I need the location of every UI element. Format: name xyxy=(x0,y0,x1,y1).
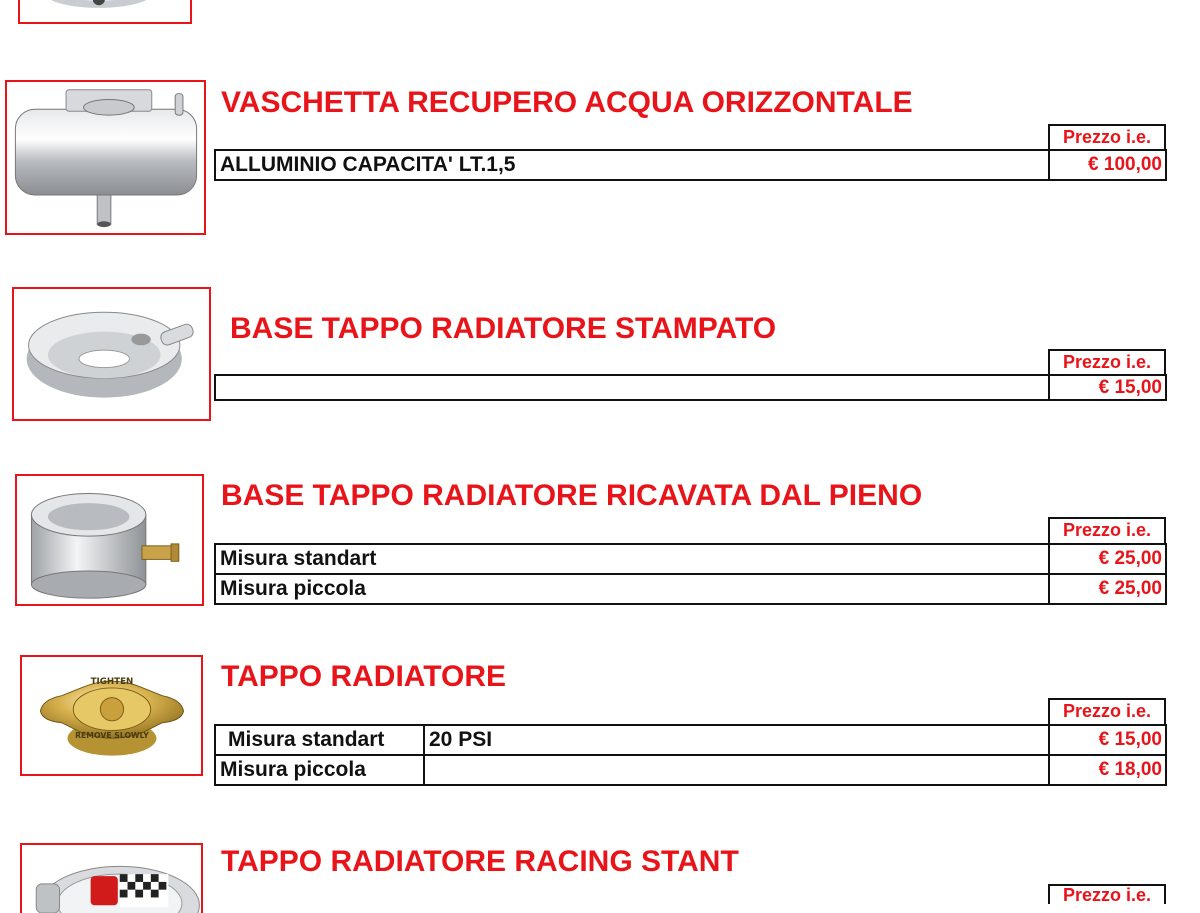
stamped-cap-base-image xyxy=(14,289,209,419)
product-row xyxy=(214,149,1167,181)
column-divider xyxy=(1048,543,1050,575)
product-row xyxy=(214,573,1167,605)
product-description: Misura piccola xyxy=(220,577,366,600)
column-divider xyxy=(1048,149,1050,181)
price-header: Prezzo i.e. xyxy=(1048,124,1166,150)
stamped-cap-base-photo xyxy=(12,287,211,421)
product-row xyxy=(214,754,1167,786)
product-row xyxy=(214,543,1167,575)
product-spec: 20 PSI xyxy=(429,728,493,751)
product-description: ALLUMINIO CAPACITA' LT.1,5 xyxy=(220,153,516,176)
machined-cap-base-image xyxy=(17,476,202,604)
section-title: BASE TAPPO RADIATORE STAMPATO xyxy=(230,312,777,345)
product-row xyxy=(214,374,1167,401)
product-row xyxy=(214,724,1167,756)
section-title: BASE TAPPO RADIATORE RICAVATA DAL PIENO xyxy=(221,479,923,512)
product-price: € 18,00 xyxy=(1098,759,1162,780)
radiator-cap-photo xyxy=(20,655,203,776)
product-price: € 15,00 xyxy=(1098,729,1162,750)
machined-cap-base-photo xyxy=(15,474,204,606)
product-price: € 100,00 xyxy=(1088,154,1162,175)
cap-text-top: TIGHTEN xyxy=(90,677,134,688)
racing-cap-photo xyxy=(20,843,203,913)
column-divider xyxy=(1048,754,1050,786)
price-header: Prezzo i.e. xyxy=(1048,349,1166,375)
section-title: TAPPO RADIATORE xyxy=(221,660,507,693)
horizontal-tank-photo xyxy=(5,80,206,235)
section-title: VASCHETTA RECUPERO ACQUA ORIZZONTALE xyxy=(221,86,913,119)
column-divider xyxy=(423,724,425,756)
product-description: Misura piccola xyxy=(220,758,366,781)
price-header: Prezzo i.e. xyxy=(1048,517,1166,543)
column-divider xyxy=(423,754,425,786)
product-price: € 15,00 xyxy=(1098,377,1162,398)
column-divider xyxy=(1048,573,1050,605)
column-divider xyxy=(1048,724,1050,756)
product-description: Misura standart xyxy=(220,547,377,570)
product-description: Misura standart xyxy=(228,728,385,751)
column-divider xyxy=(1048,374,1050,401)
price-header: Prezzo i.e. xyxy=(1048,698,1166,724)
product-price: € 25,00 xyxy=(1098,578,1162,599)
product-price: € 25,00 xyxy=(1098,548,1162,569)
cropped-product-image xyxy=(20,0,190,22)
price-header: Prezzo i.e. xyxy=(1048,884,1166,904)
racing-cap-image xyxy=(22,845,201,913)
radiator-cap-image xyxy=(22,657,201,774)
cap-text-bottom: REMOVE SLOWLY xyxy=(75,731,149,741)
section-title: TAPPO RADIATORE RACING STANT xyxy=(221,845,739,878)
horizontal-tank-image xyxy=(7,82,204,233)
cropped-product-photo xyxy=(18,0,192,24)
